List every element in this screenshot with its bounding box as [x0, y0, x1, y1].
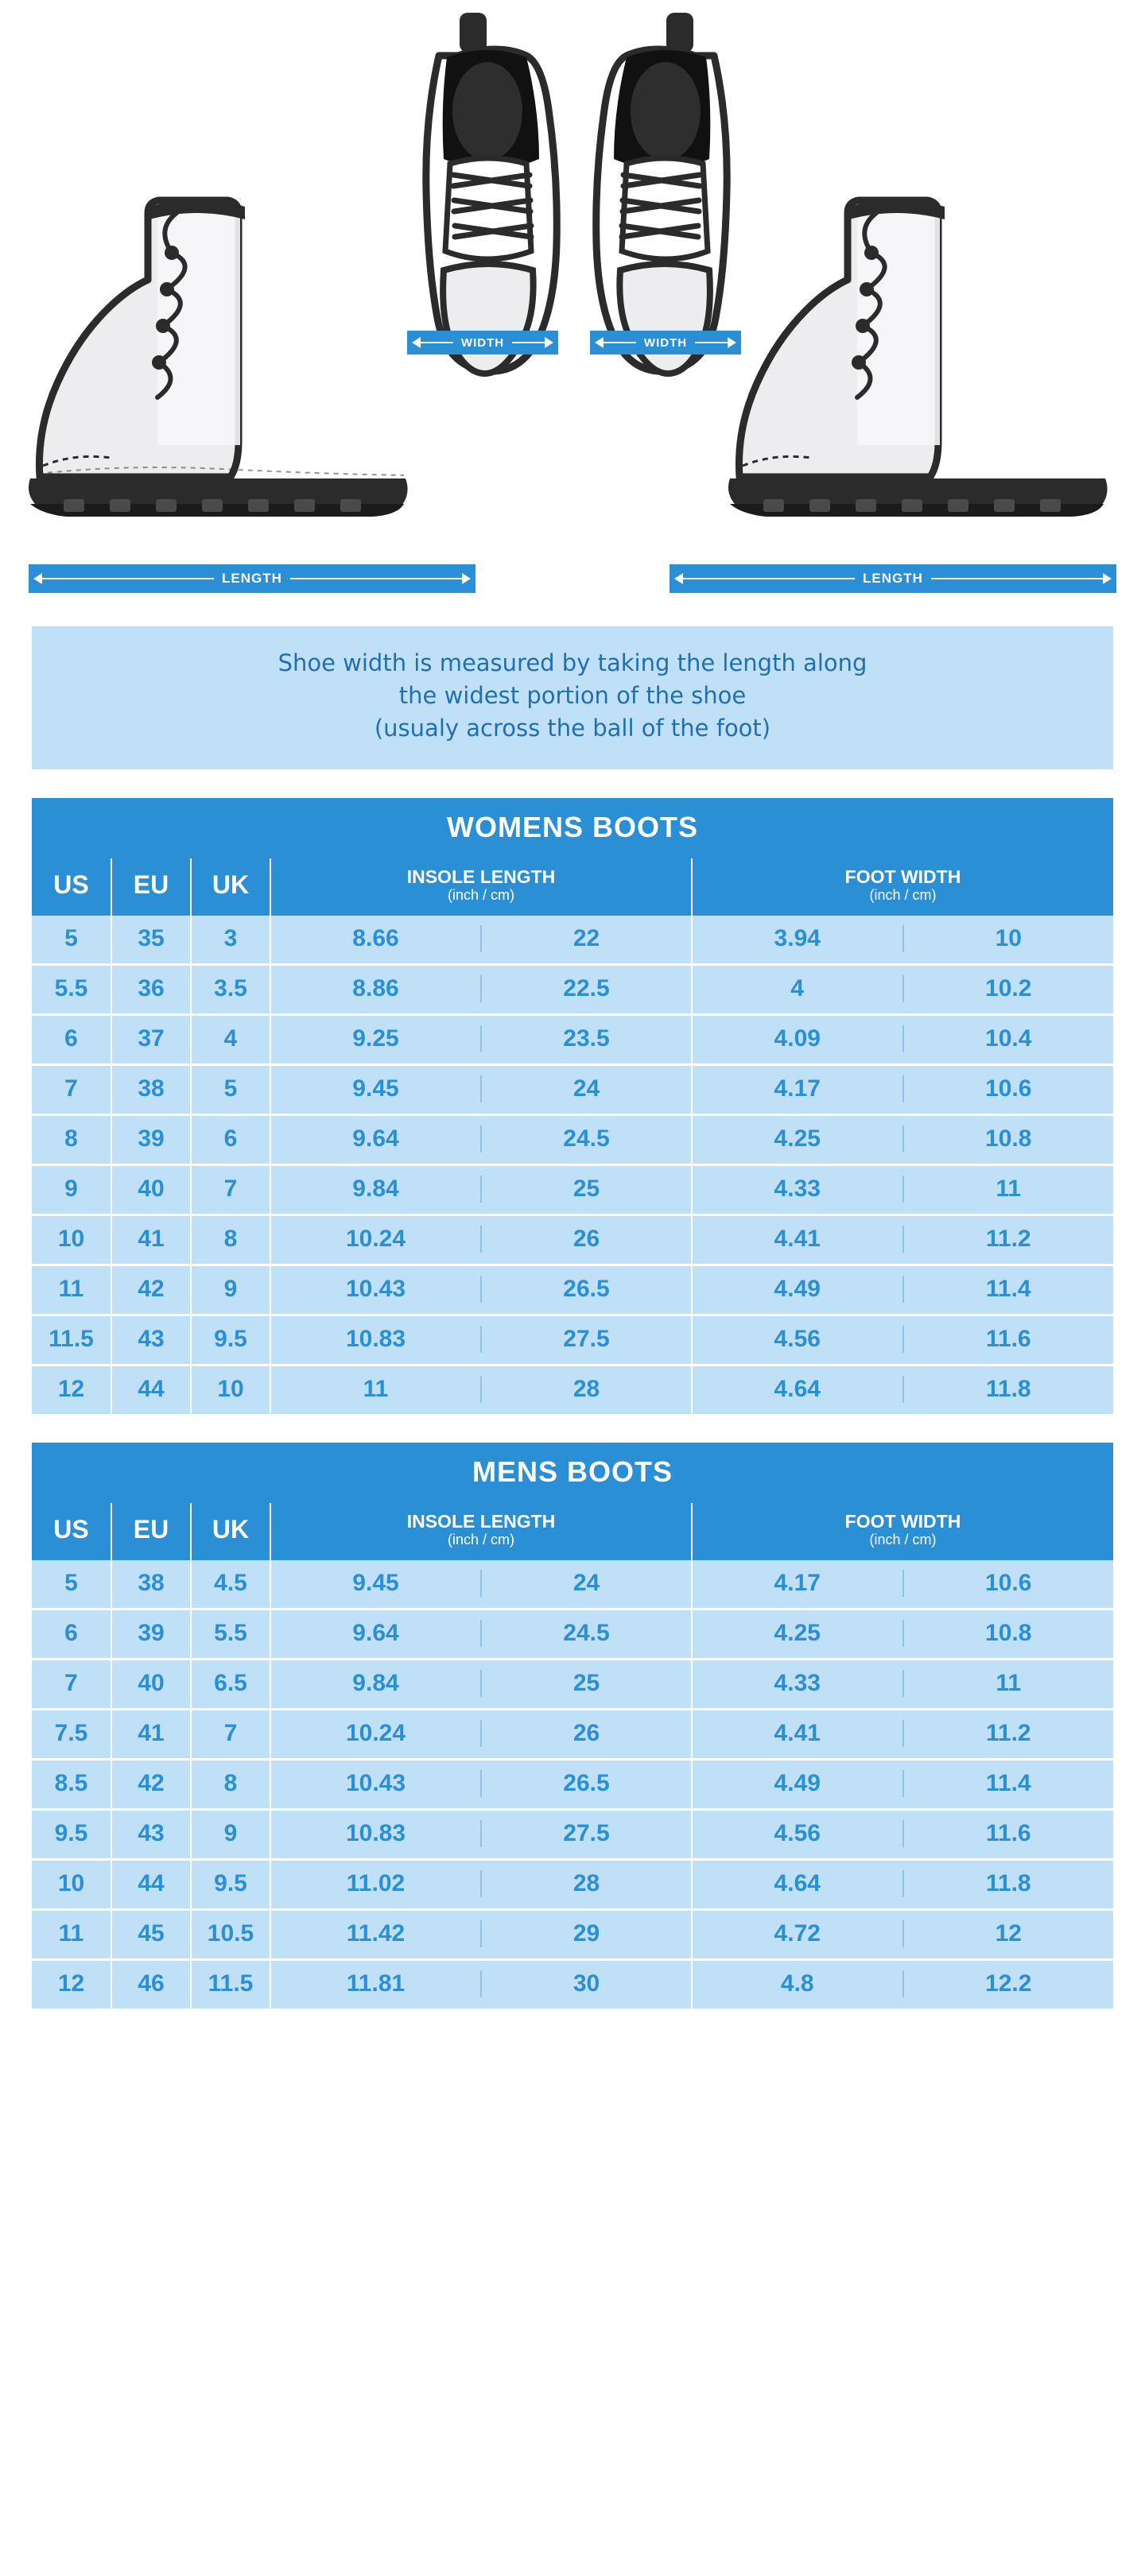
cell-insole-cm: 28: [572, 1375, 600, 1402]
note-line-2: the widest portion of the shoe: [398, 682, 747, 710]
cell-width: [692, 964, 1113, 1014]
cell-insole-cm: 26.5: [563, 1275, 610, 1302]
cell-eu: 41: [111, 1214, 191, 1265]
cell-insole-cm: 24.5: [563, 1619, 610, 1646]
cell-insole-inch: 10.24: [345, 1719, 406, 1746]
cell-width-inch: 4.56: [774, 1819, 821, 1846]
cell-insole-inch: 10.43: [345, 1275, 406, 1302]
cell-insole-inch: 9.45: [352, 1075, 399, 1102]
table-row: [32, 1659, 1113, 1709]
cell-width-inch: 4.49: [774, 1769, 821, 1796]
cell-insole-cm: 24.5: [563, 1125, 610, 1152]
length-label-right: LENGTH: [855, 571, 931, 587]
cell-width: [692, 1315, 1113, 1365]
cell-insole-inch: 11: [363, 1375, 389, 1402]
cell-uk: 4.5: [191, 1560, 270, 1610]
cell-uk: 3.5: [191, 964, 270, 1014]
cell-width: [692, 1859, 1113, 1909]
header-eu: EU: [111, 1503, 191, 1560]
header-uk: UK: [191, 1503, 270, 1560]
cell-width-inch: 4.33: [774, 1669, 821, 1696]
cell-us: 9.5: [32, 1809, 111, 1859]
cell-insole-inch: 9.25: [352, 1025, 399, 1052]
cell-eu: 44: [111, 1859, 191, 1909]
arrow-right-icon: [728, 337, 736, 348]
cell-width-inch: 4.25: [774, 1125, 821, 1152]
arrow-left-icon: [33, 573, 42, 584]
cell-width-inch: 4.64: [774, 1375, 821, 1402]
width-label-right: WIDTH: [636, 336, 695, 350]
header-us: US: [32, 858, 111, 916]
cell-us: 8: [32, 1114, 111, 1164]
cell-eu: 38: [111, 1560, 191, 1610]
cell-us: 5.5: [32, 964, 111, 1014]
cell-eu: 44: [111, 1365, 191, 1414]
header-foot-width: [692, 858, 1113, 916]
cell-width-cm: 11: [996, 1175, 1022, 1202]
cell-uk: 5: [191, 1064, 270, 1114]
womens-size-table: [32, 858, 1113, 1414]
header-insole-main: INSOLE LENGTH: [406, 866, 556, 887]
arrow-left-icon: [412, 337, 421, 348]
cell-uk: 8: [191, 1214, 270, 1265]
cell-insole-cm: 24: [572, 1569, 600, 1596]
cell-insole: [270, 1365, 692, 1414]
cell-eu: 36: [111, 964, 191, 1014]
header-insole-main: INSOLE LENGTH: [406, 1510, 556, 1532]
cell-uk: 5.5: [191, 1609, 270, 1659]
cell-width-cm: 11.8: [985, 1375, 1031, 1402]
cell-insole: [270, 1114, 692, 1164]
header-width-main: FOOT WIDTH: [844, 866, 961, 887]
cell-insole-inch: 10.83: [345, 1819, 406, 1846]
cell-width-inch: 3.94: [774, 924, 821, 951]
cell-insole-cm: 28: [572, 1869, 600, 1896]
cell-insole: [270, 1709, 692, 1759]
header-us: US: [32, 1503, 111, 1560]
cell-insole: [270, 1659, 692, 1709]
cell-width-inch: 4.17: [774, 1569, 821, 1596]
womens-table-title: WOMENS BOOTS: [32, 798, 1113, 858]
cell-width: [692, 916, 1113, 965]
cell-us: 7: [32, 1659, 111, 1709]
arrow-left-icon: [674, 573, 683, 584]
cell-insole-cm: 26: [572, 1719, 600, 1746]
cell-insole-cm: 26.5: [563, 1769, 610, 1796]
cell-width: [692, 1909, 1113, 1959]
cell-uk: 9: [191, 1809, 270, 1859]
cell-insole-inch: 9.84: [352, 1669, 399, 1696]
womens-table-body: [32, 916, 1113, 1414]
mens-table-body: [32, 1560, 1113, 2009]
cell-insole-inch: 8.86: [352, 974, 399, 1001]
table-row: [32, 1759, 1113, 1809]
table-row: [32, 1164, 1113, 1214]
cell-insole-cm: 25: [572, 1175, 600, 1202]
cell-width-cm: 10.8: [985, 1125, 1032, 1152]
cell-width-inch: 4.72: [774, 1919, 821, 1947]
cell-width-cm: 10.6: [985, 1075, 1032, 1102]
cell-width: [692, 1609, 1113, 1659]
cell-uk: 8: [191, 1759, 270, 1809]
cell-eu: 38: [111, 1064, 191, 1114]
table-row: [32, 1809, 1113, 1859]
boot-illustration: [0, 0, 1145, 612]
mens-boots-table-block: [32, 1443, 1113, 2009]
cell-width-inch: 4.64: [774, 1869, 821, 1896]
arrow-right-icon: [545, 337, 553, 348]
cell-insole-inch: 11.42: [346, 1919, 406, 1947]
table-row: [32, 1265, 1113, 1315]
cell-us: 6: [32, 1609, 111, 1659]
cell-width-cm: 10.6: [985, 1569, 1032, 1596]
cell-eu: 42: [111, 1265, 191, 1315]
cell-us: 5: [32, 916, 111, 965]
cell-width: [692, 1114, 1113, 1164]
table-row: [32, 1214, 1113, 1265]
cell-width-inch: 4.17: [774, 1075, 821, 1102]
cell-insole-inch: 10.24: [345, 1225, 406, 1252]
table-row: [32, 1560, 1113, 1610]
table-row: [32, 1909, 1113, 1959]
cell-width: [692, 1365, 1113, 1414]
womens-boots-table-block: [32, 798, 1113, 1414]
cell-eu: 35: [111, 916, 191, 965]
cell-width-cm: 12.2: [985, 1970, 1032, 1997]
cell-us: 10: [32, 1859, 111, 1909]
header-width-main: FOOT WIDTH: [844, 1510, 961, 1532]
table-row: [32, 964, 1113, 1014]
cell-insole-inch: 9.84: [352, 1175, 399, 1202]
cell-insole-inch: 10.43: [345, 1769, 406, 1796]
boot-side-right-image: [716, 183, 1129, 556]
table-header-row: [32, 1503, 1113, 1560]
cell-uk: 6: [191, 1114, 270, 1164]
cell-width-cm: 10.2: [985, 974, 1032, 1001]
cell-insole-inch: 9.64: [352, 1619, 399, 1646]
cell-width-inch: 4.25: [774, 1619, 821, 1646]
table-row: [32, 1014, 1113, 1064]
cell-eu: 43: [111, 1315, 191, 1365]
table-row: [32, 1959, 1113, 2009]
header-foot-width: [692, 1503, 1113, 1560]
cell-width-cm: 11.4: [985, 1769, 1031, 1796]
width-label-left: WIDTH: [453, 336, 512, 350]
cell-insole-inch: 10.83: [345, 1325, 406, 1352]
cell-insole-inch: 8.66: [352, 924, 399, 951]
mens-table-title: MENS BOOTS: [32, 1443, 1113, 1503]
table-row: [32, 1064, 1113, 1114]
cell-insole: [270, 1759, 692, 1809]
boot-side-left-image: [16, 183, 429, 556]
cell-insole: [270, 916, 692, 965]
header-insole-length: [270, 1503, 692, 1560]
cell-width-cm: 11: [996, 1669, 1022, 1696]
cell-us: 9: [32, 1164, 111, 1214]
cell-insole: [270, 1164, 692, 1214]
cell-uk: 7: [191, 1709, 270, 1759]
header-insole-units: (inch / cm): [447, 886, 514, 903]
arrow-right-icon: [1103, 573, 1112, 584]
cell-uk: 10.5: [191, 1909, 270, 1959]
arrow-left-icon: [595, 337, 604, 348]
table-row: [32, 1365, 1113, 1414]
cell-width: [692, 1265, 1113, 1315]
cell-insole-cm: 24: [572, 1075, 600, 1102]
cell-insole-cm: 27.5: [563, 1819, 610, 1846]
cell-insole-cm: 25: [572, 1669, 600, 1696]
cell-width-cm: 11.6: [985, 1325, 1031, 1352]
length-measure-right: [670, 564, 1116, 593]
cell-us: 10: [32, 1214, 111, 1265]
cell-width: [692, 1709, 1113, 1759]
cell-width-inch: 4.33: [774, 1175, 821, 1202]
cell-insole-inch: 11.81: [346, 1970, 406, 1997]
table-header-row: [32, 858, 1113, 916]
note-line-1: Shoe width is measured by taking the length along: [278, 649, 867, 676]
cell-us: 11: [32, 1265, 111, 1315]
cell-width: [692, 1560, 1113, 1610]
cell-eu: 42: [111, 1759, 191, 1809]
cell-insole-inch: 9.45: [352, 1569, 399, 1596]
cell-width-cm: 12: [995, 1919, 1022, 1947]
cell-eu: 43: [111, 1809, 191, 1859]
cell-uk: 6.5: [191, 1659, 270, 1709]
cell-us: 11.5: [32, 1315, 111, 1365]
length-measure-left: [29, 564, 475, 593]
cell-us: 6: [32, 1014, 111, 1064]
cell-eu: 39: [111, 1609, 191, 1659]
cell-width: [692, 1164, 1113, 1214]
cell-insole-inch: 9.64: [352, 1125, 399, 1152]
cell-insole: [270, 1214, 692, 1265]
cell-eu: 40: [111, 1164, 191, 1214]
cell-uk: 9: [191, 1265, 270, 1315]
cell-eu: 39: [111, 1114, 191, 1164]
cell-width-cm: 10: [995, 924, 1022, 951]
cell-eu: 46: [111, 1959, 191, 2009]
cell-width: [692, 1064, 1113, 1114]
cell-us: 7.5: [32, 1709, 111, 1759]
table-row: [32, 916, 1113, 965]
cell-us: 7: [32, 1064, 111, 1114]
cell-width-inch: 4.8: [780, 1970, 814, 1997]
cell-uk: 7: [191, 1164, 270, 1214]
cell-uk: 3: [191, 916, 270, 965]
length-label-left: LENGTH: [214, 571, 290, 587]
arrow-right-icon: [462, 573, 471, 584]
bottom-spacer: [0, 2009, 1145, 2040]
cell-insole: [270, 1859, 692, 1909]
cell-width-cm: 10.8: [985, 1619, 1032, 1646]
cell-eu: 37: [111, 1014, 191, 1064]
cell-width-inch: 4: [790, 974, 805, 1001]
cell-width-inch: 4.41: [774, 1719, 821, 1746]
cell-insole-cm: 22.5: [563, 974, 610, 1001]
cell-insole-cm: 23.5: [563, 1025, 610, 1052]
cell-us: 12: [32, 1959, 111, 2009]
table-row: [32, 1859, 1113, 1909]
table-row: [32, 1709, 1113, 1759]
cell-us: 8.5: [32, 1759, 111, 1809]
cell-width-cm: 10.4: [985, 1025, 1032, 1052]
cell-insole-cm: 27.5: [563, 1325, 610, 1352]
cell-eu: 41: [111, 1709, 191, 1759]
width-measure-right: [590, 331, 741, 354]
cell-width-cm: 11.6: [985, 1819, 1031, 1846]
table-row: [32, 1609, 1113, 1659]
table-row: [32, 1114, 1113, 1164]
width-explanation-note: [32, 626, 1113, 769]
header-eu: EU: [111, 858, 191, 916]
cell-uk: 9.5: [191, 1859, 270, 1909]
cell-width-inch: 4.09: [774, 1025, 821, 1052]
cell-uk: 11.5: [191, 1959, 270, 2009]
cell-insole: [270, 1809, 692, 1859]
cell-insole: [270, 1014, 692, 1064]
cell-width-cm: 11.8: [985, 1869, 1031, 1896]
cell-insole-inch: 11.02: [346, 1869, 406, 1896]
header-width-units: (inch / cm): [869, 886, 937, 903]
note-line-3: (usualy across the ball of the foot): [374, 715, 771, 742]
header-uk: UK: [191, 858, 270, 916]
cell-width-inch: 4.41: [774, 1225, 821, 1252]
cell-insole-cm: 22: [572, 924, 600, 951]
cell-width-inch: 4.49: [774, 1275, 821, 1302]
header-insole-length: [270, 858, 692, 916]
cell-insole: [270, 1064, 692, 1114]
header-width-units: (inch / cm): [869, 1531, 937, 1548]
cell-insole: [270, 964, 692, 1014]
cell-width: [692, 1809, 1113, 1859]
cell-insole: [270, 1609, 692, 1659]
cell-width: [692, 1214, 1113, 1265]
header-insole-units: (inch / cm): [447, 1531, 514, 1548]
cell-insole-cm: 26: [572, 1225, 600, 1252]
cell-insole: [270, 1560, 692, 1610]
cell-width-cm: 11.2: [985, 1719, 1031, 1746]
cell-us: 12: [32, 1365, 111, 1414]
table-row: [32, 1315, 1113, 1365]
cell-uk: 10: [191, 1365, 270, 1414]
cell-eu: 45: [111, 1909, 191, 1959]
cell-width: [692, 1759, 1113, 1809]
cell-insole: [270, 1315, 692, 1365]
cell-insole-cm: 29: [572, 1919, 600, 1947]
cell-uk: 4: [191, 1014, 270, 1064]
cell-us: 11: [32, 1909, 111, 1959]
cell-us: 5: [32, 1560, 111, 1610]
mens-size-table: [32, 1503, 1113, 2009]
cell-width: [692, 1659, 1113, 1709]
cell-width-inch: 4.56: [774, 1325, 821, 1352]
cell-insole: [270, 1909, 692, 1959]
cell-uk: 9.5: [191, 1315, 270, 1365]
cell-width: [692, 1959, 1113, 2009]
cell-insole-cm: 30: [572, 1970, 600, 1997]
cell-width: [692, 1014, 1113, 1064]
cell-width-cm: 11.4: [985, 1275, 1031, 1302]
width-measure-left: [407, 331, 558, 354]
cell-insole: [270, 1265, 692, 1315]
cell-eu: 40: [111, 1659, 191, 1709]
cell-width-cm: 11.2: [985, 1225, 1031, 1252]
cell-insole: [270, 1959, 692, 2009]
